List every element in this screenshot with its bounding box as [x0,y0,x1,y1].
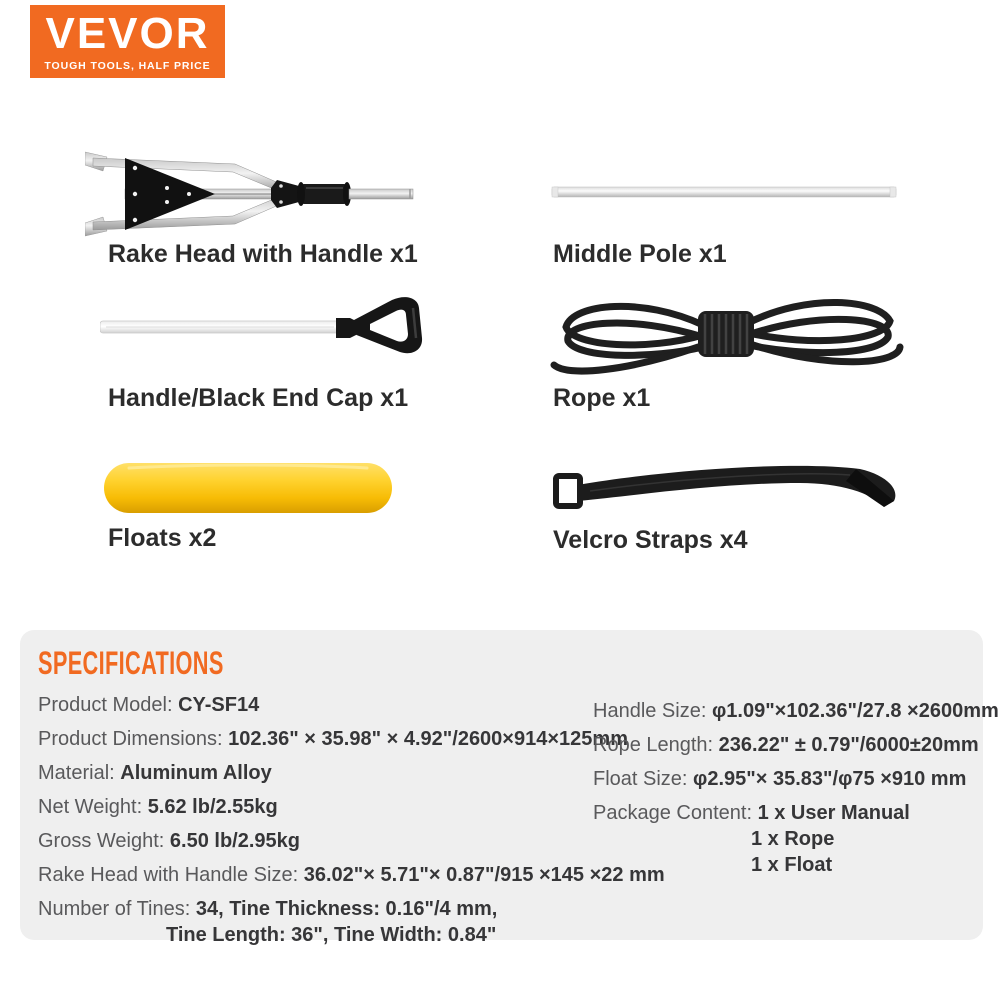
spec-row-tines-line2: Tine Length: 36", Tine Width: 0.84" [166,924,497,946]
handle-end-cap-image [100,296,430,360]
package-content-line3: 1 x Float [751,854,833,876]
package-content-line2: 1 x Rope [751,828,835,850]
spec-row-product-dimensions: Product Dimensions: 102.36" × 35.98" × 4.92"/2600×914×125mm [38,728,628,750]
item-label-rope: Rope x1 [553,384,651,412]
item-label-middle-pole: Middle Pole x1 [553,240,727,268]
spec-row-gross-weight: Gross Weight: 6.50 lb/2.95kg [38,830,300,852]
spec-row-net-weight: Net Weight: 5.62 lb/2.55kg [38,796,278,818]
item-label-velcro-straps: Velcro Straps x4 [553,526,748,554]
spec-row-product-model: Product Model: CY-SF14 [38,694,260,716]
spec-row-rope-length: Rope Length: 236.22" ± 0.79"/6000±20mm [593,734,979,756]
spec-column-left [38,694,665,958]
vevor-logo [30,5,225,78]
specifications-heading: SPECIFICATIONS [38,645,224,681]
item-label-handle-end-cap: Handle/Black End Cap x1 [108,384,409,412]
velcro-strap-image [550,455,910,517]
spec-row-rake-head-size: Rake Head with Handle Size: 36.02"× 5.71"× 0.87"/915 ×145 ×22 mm [38,864,665,886]
middle-pole-image [550,184,900,200]
item-label-rake-head: Rake Head with Handle x1 [108,240,418,268]
rake-head-image [85,150,415,238]
float-image [103,462,393,514]
spec-row-package-content: Package Content: 1 x User Manual 1 x Rope 1 x Float [593,802,978,877]
item-label-floats: Floats x2 [108,524,217,552]
spec-row-tines: Number of Tines: 34, Tine Thickness: 0.16"/4 mm, Tine Length: 36", Tine Width: 0.84" [38,898,590,947]
spec-row-float-size: Float Size: φ2.95"× 35.83"/φ75 ×910 mm [593,768,967,790]
logo-text: VEVOR [45,8,210,58]
rope-image [548,285,908,385]
spec-column-right [593,700,999,888]
spec-row-material: Material: Aluminum Alloy [38,762,272,784]
logo-tagline: TOUGH TOOLS, HALF PRICE [44,59,211,72]
spec-row-handle-size: Handle Size: φ1.09"×102.36"/27.8 ×2600mm [593,700,999,722]
